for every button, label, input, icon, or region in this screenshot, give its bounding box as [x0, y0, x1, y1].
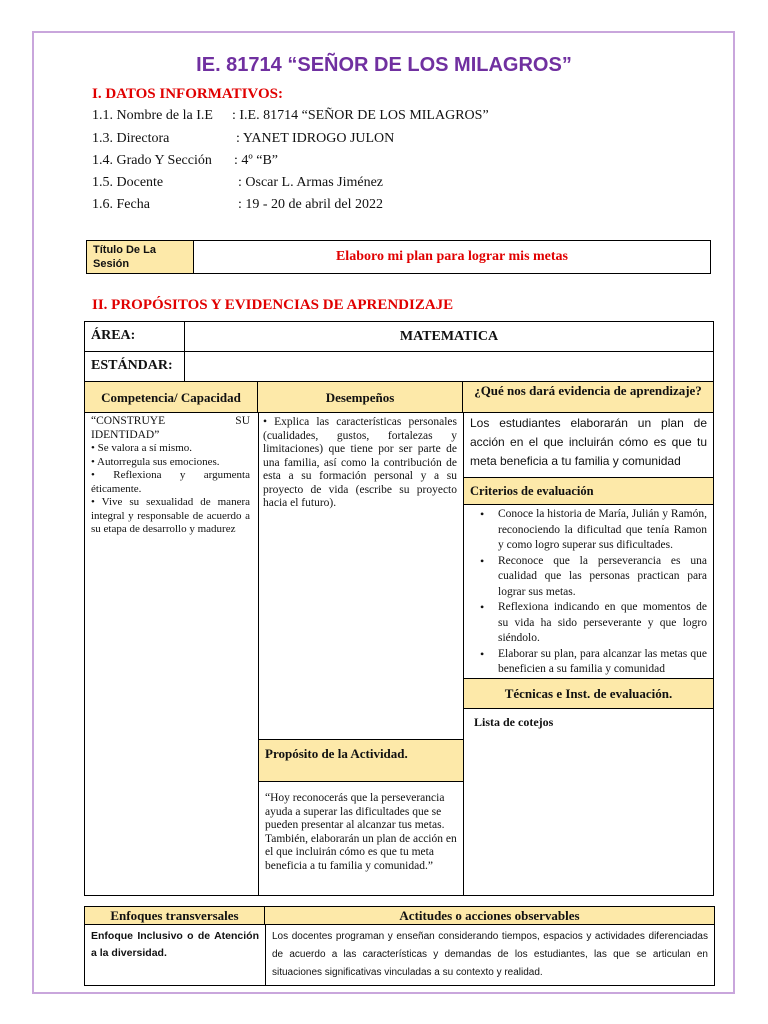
info-label: 1.5. Docente [92, 175, 164, 190]
header-desempenos: Desempeños [258, 382, 463, 413]
info-label: 1.1. Nombre de la I.E [92, 108, 213, 123]
estandar-label: ESTÁNDAR: [85, 352, 185, 382]
criterios-list [476, 507, 707, 678]
desempeno-cell: • Explica las características personales (cualidades, gustos, fortalezas y limitaciones) que tiene por ser parte de una familia, así como la contribución de esta a su formación personal y a su proyecto de vida (escribe su proyecto hacia el futuro). [263, 416, 457, 509]
enfoques-left-cell: Enfoque Inclusivo o de Atención a la diversidad. [91, 930, 259, 959]
competencia-item: • Reflexiona y argumenta éticamente. [91, 469, 250, 495]
criterios-header: Criterios de evaluación [464, 477, 713, 505]
info-label: 1.3. Directora [92, 131, 170, 146]
competencia-title-line [91, 415, 250, 442]
session-title-label: Título De La Sesión [87, 241, 194, 273]
main-table [84, 321, 714, 896]
enfoques-table [84, 906, 715, 986]
header-evidencia: ¿Qué nos dará evidencia de aprendizaje? [463, 382, 713, 413]
header-competencia: Competencia/ Capacidad [85, 382, 258, 413]
competencia-item: • Se valora a sí mismo. [91, 442, 193, 454]
section-propositos-heading: II. PROPÓSITOS Y EVIDENCIAS DE APRENDIZAJE [92, 297, 454, 313]
criterio-item: • Reconoce que la perseverancia es una cualidad que las personas practican para lograr sus metas. [498, 554, 707, 601]
tecnicas-value: Lista de cotejos [474, 715, 554, 729]
criterio-item: • Conoce la historia de María, Julián y Ramón, reconociendo la dificultad que tenía Ramon y como logro superar sus dificultades. [498, 507, 707, 554]
page-title: IE. 81714 “SEÑOR DE LOS MILAGROS” [196, 54, 572, 76]
session-title-value: Elaboro mi plan para lograr mis metas [335, 249, 569, 264]
enfoques-right-cell: Los docentes programan y enseñan considerando tiempos, espacios y actividades diferenciadas de acuerdo a las características y demandas de los estudiantes, las que se articulan en situaciones significativas vinculadas a su contexto y realidad. [272, 931, 708, 978]
info-value: : Oscar L. Armas Jiménez [238, 175, 384, 190]
info-value: : I.E. 81714 “SEÑOR DE LOS MILAGROS” [232, 108, 489, 123]
info-value: : 19 - 20 de abril del 2022 [238, 197, 384, 212]
area-label: ÁREA: [85, 322, 185, 352]
enfoques-header-left: Enfoques transversales [85, 907, 265, 925]
criterio-item: • Elaborar su plan, para alcanzar las metas que beneficien a su familia y comunidad [498, 647, 707, 678]
tecnicas-header: Técnicas e Inst. de evaluación. [464, 678, 713, 709]
proposito-header: Propósito de la Actividad. [258, 739, 464, 782]
competencia-cell [85, 414, 258, 537]
area-value: MATEMATICA [185, 322, 713, 352]
info-value: : YANET IDROGO JULON [236, 131, 395, 146]
estandar-value [185, 352, 713, 382]
criterio-item: • Reflexiona indicando en que momentos de su vida ha sido perseverante y que logro siéndolo. [498, 600, 707, 647]
session-title-table [86, 240, 711, 274]
criterios-cell [464, 506, 713, 678]
proposito-value: “Hoy reconocerás que la perseverancia ayuda a superar las dificultades que se pueden presentar al alcanzar tus metas. También, elaborarán un plan de acción en el que incluirán cómo es que tu meta beneficia a tu familia y comunidad.” [265, 792, 457, 872]
info-value: : 4º “B” [234, 153, 278, 168]
evidencia-cell: Los estudiantes elaborarán un plan de acción en el que incluirán cómo es que tu meta beneficia a tu familia y comunidad [470, 416, 707, 468]
info-label: 1.6. Fecha [92, 197, 150, 212]
enfoques-header-right: Actitudes o acciones observables [265, 907, 714, 925]
competencia-item: • Autorregula sus emociones. [91, 455, 220, 468]
competencia-title: “CONSTRUYE SU IDENTIDAD” [91, 415, 250, 441]
info-label: 1.4. Grado Y Sección [92, 153, 212, 168]
section-datos-heading: I. DATOS INFORMATIVOS: [92, 86, 283, 102]
competencia-item: • Vive su sexualidad de manera integral y responsable de acuerdo a su etapa de desarrollo y madurez [91, 496, 250, 535]
